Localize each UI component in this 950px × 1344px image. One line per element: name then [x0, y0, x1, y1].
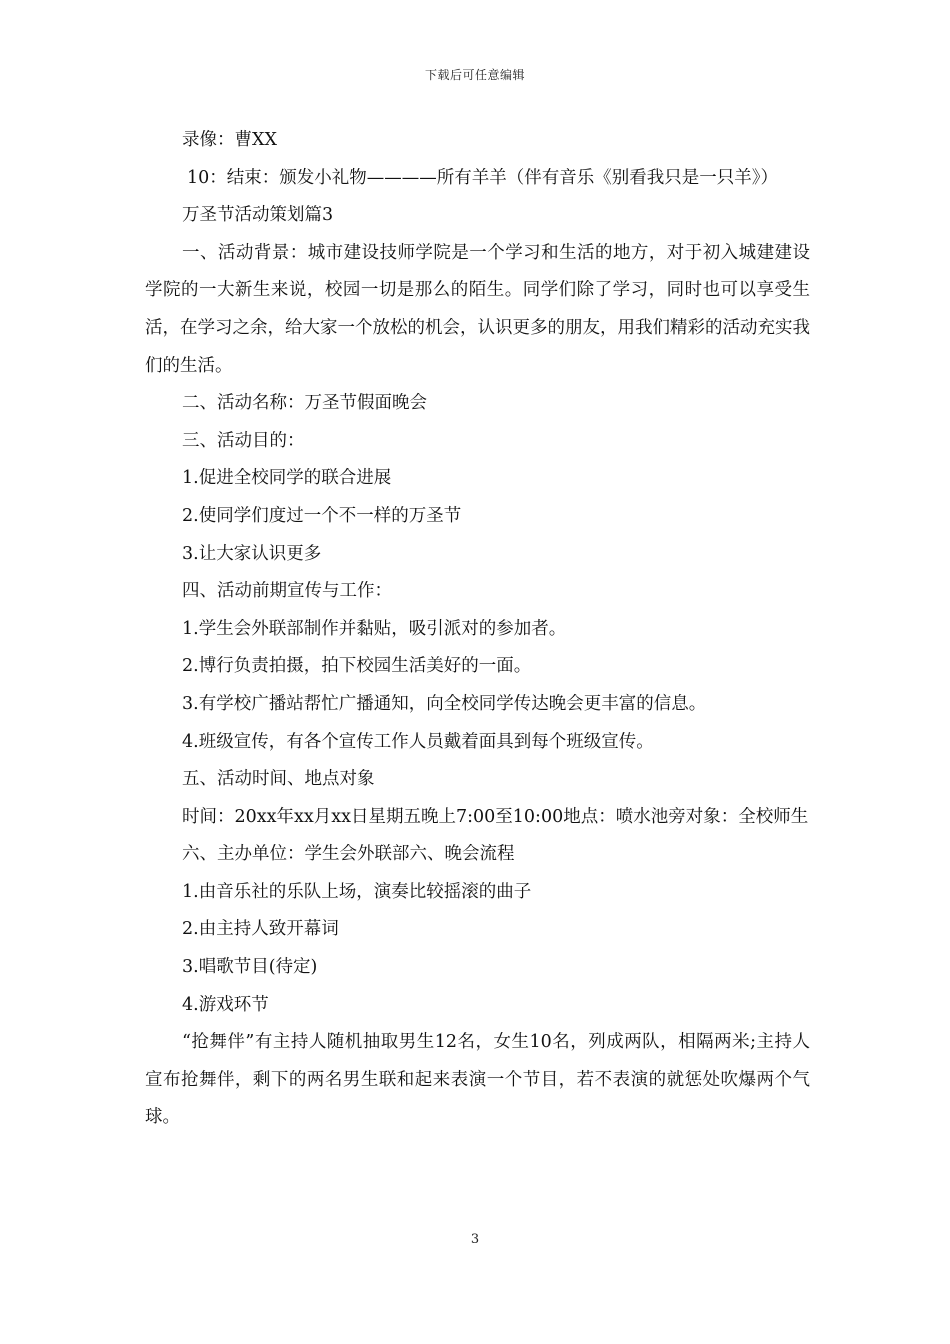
- paragraph: 五、活动时间、地点对象: [182, 769, 375, 790]
- list-item: 1.促进全校同学的联合进展: [182, 468, 392, 489]
- paragraph: “抢舞伴”有主持人随机抽取男生12名，女生10名，列成两队，相隔两米;主持人宣布抢舞伴，剩下的两名男生联和起来表演一个节目，若不表演的就惩处吹爆两个气球。: [145, 1032, 810, 1128]
- paragraph: 10：结束：颁发小礼物————所有羊羊（伴有音乐《别看我只是一只羊》）: [187, 167, 779, 188]
- paragraph: 六、主办单位：学生会外联部六、晚会流程: [182, 844, 515, 865]
- list-item: 2.博行负责拍摄，拍下校园生活美好的一面。: [182, 656, 532, 677]
- paragraph: 三、活动目的：: [182, 430, 305, 451]
- paragraph: 一、活动背景：城市建设技师学院是一个学习和生活的地方，对于初入城建建设学院的一大新生来说，校园一切是那么的陌生。同学们除了学习，同时也可以享受生活，在学习之余，给大家一个放松的机会，认识更多的朋友，用我们精彩的活动充实我们的生活。: [145, 242, 810, 376]
- list-item: 3.让大家认识更多: [182, 543, 322, 564]
- document-body: [145, 122, 810, 1137]
- page-header: 下载后可任意编辑: [424, 68, 525, 82]
- list-item: 1.由音乐社的乐队上场，演奏比较摇滚的曲子: [182, 881, 532, 902]
- paragraph: 时间：20xx年xx月xx日星期五晚上7:00至10:00地点：喷水池旁对象：全校师生: [182, 806, 809, 827]
- paragraph: 录像：曹XX: [182, 130, 277, 150]
- page-number: 3: [470, 1232, 480, 1247]
- list-item: 3.唱歌节目(待定): [182, 957, 318, 978]
- section-title: 万圣节活动策划篇3: [182, 205, 334, 226]
- list-item: 4.班级宣传，有各个宣传工作人员戴着面具到每个班级宣传。: [182, 731, 654, 752]
- list-item: 2.使同学们度过一个不一样的万圣节: [182, 505, 462, 526]
- list-item: 2.由主持人致开幕词: [182, 919, 339, 940]
- paragraph: 二、活动名称：万圣节假面晚会: [182, 393, 427, 414]
- list-item: 4.游戏环节: [182, 994, 269, 1015]
- paragraph: 四、活动前期宣传与工作：: [182, 581, 392, 602]
- list-item: 3.有学校广播站帮忙广播通知，向全校同学传达晚会更丰富的信息。: [182, 693, 707, 714]
- list-item: 1.学生会外联部制作并黏贴，吸引派对的参加者。: [182, 618, 567, 639]
